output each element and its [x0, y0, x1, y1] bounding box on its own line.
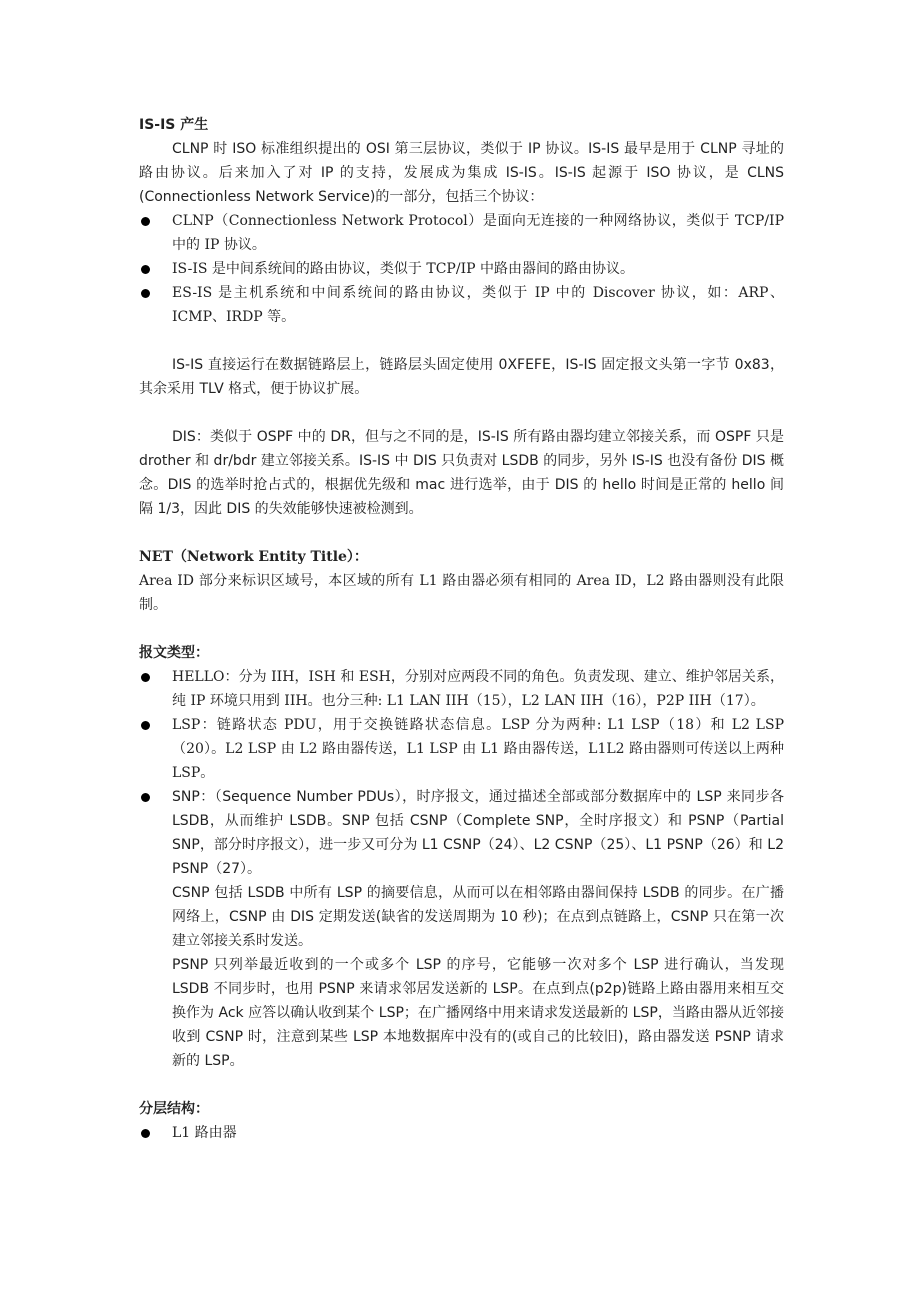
document-body	[139, 113, 784, 1145]
list-item-text: SNP：（Sequence Number PDUs），时序报文，通过描述全部或部分数据库中的 LSP 来同步各 LSDB，从而维护 LSDB。SNP 包括 CSNP（Complete SNP，全时序报文）和 PSNP（Partial SNP，部分时序报文），进一步又可分为 L1 CSNP（24）、L2 CSNP（25）、L1 PSNP（26）和 L2 PSNP（27）。	[172, 789, 784, 877]
section-title-isis-origin: IS-IS 产生	[139, 117, 209, 133]
list-item-text: LSP：链路状态 PDU，用于交换链路状态信息。LSP 分为两种: L1 LSP（18）和 L2 LSP（20）。L2 LSP 由 L2 路由器传送，L1 LSP 由 L1 路由器传送，L1L2 路由器则可传送以上两种 LSP。	[172, 717, 784, 781]
list-item	[139, 209, 784, 257]
bullet-icon	[141, 217, 150, 226]
spacer	[139, 521, 784, 545]
datalink-paragraph: IS-IS 直接运行在数据链路层上，链路层头固定使用 0XFEFE，IS-IS 固定报文头第一字节 0x83，其余采用 TLV 格式，便于协议扩展。	[139, 357, 784, 397]
spacer	[139, 401, 784, 425]
spacer	[139, 329, 784, 353]
list-item-text: IS-IS 是中间系统间的路由协议，类似于 TCP/IP 中路由器间的路由协议。	[172, 261, 634, 277]
section-title-packet-types: 报文类型：	[139, 645, 209, 661]
list-item	[139, 785, 784, 881]
bullet-icon	[141, 1129, 150, 1138]
psnp-paragraph: PSNP 只列举最近收到的一个或多个 LSP 的序号，它能够一次对多个 LSP 进行确认，当发现 LSDB 不同步时，也用 PSNP 来请求邻居发送新的 LSP。在点到点(p2p)链路上路由器用来相互交换作为 Ack 应答以确认收到某个 LSP；在广播网络中用来请求发送最新的 LSP，当路由器从近邻接收到 CSNP 时，注意到某些 LSP 本地数据库中没有的(或自己的比较旧)，路由器发送 PSNP 请求新的 LSP。	[172, 957, 784, 1069]
packet-type-list	[139, 665, 784, 881]
list-item-text: CLNP（Connectionless Network Protocol）是面向无连接的一种网络协议，类似于 TCP/IP 中的 IP 协议。	[172, 213, 784, 253]
section-title-hierarchy: 分层结构：	[139, 1101, 209, 1117]
net-paragraph: Area ID 部分来标识区域号，本区域的所有 L1 路由器必须有相同的 Area ID，L2 路由器则没有此限制。	[139, 573, 784, 613]
bullet-icon	[141, 793, 150, 802]
isis-origin-paragraph: CLNP 时 ISO 标准组织提出的 OSI 第三层协议，类似于 IP 协议。IS-IS 最早是用于 CLNP 寻址的路由协议。后来加入了对 IP 的支持，发展成为集成 IS-IS。IS-IS 起源于 ISO 协议，是 CLNS (Connectionless Network Service)的一部分，包括三个协议：	[139, 141, 784, 205]
list-item-text: L1 路由器	[172, 1125, 237, 1141]
dis-paragraph: DIS：类似于 OSPF 中的 DR，但与之不同的是，IS-IS 所有路由器均建立邻接关系，而 OSPF 只是 drother 和 dr/bdr 建立邻接关系。IS-IS 中 DIS 只负责对 LSDB 的同步，另外 IS-IS 也没有备份 DIS 概念。DIS 的选举时抢占式的，根据优先级和 mac 进行选举，由于 DIS 的 hello 时间是正常的 hello 间隔 1/3，因此 DIS 的失效能够快速被检测到。	[139, 429, 784, 517]
bullet-icon	[141, 289, 150, 298]
list-item	[139, 257, 784, 281]
bullet-icon	[141, 721, 150, 730]
list-item-text: HELLO：分为 IIH，ISH 和 ESH，分别对应两段不同的角色。负责发现、建立、维护邻居关系，纯 IP 环境只用到 IIH。也分三种: L1 LAN IIH（15），L2 LAN IIH（16），P2P IIH（17）。	[172, 669, 784, 709]
list-item	[139, 665, 784, 713]
list-item	[139, 1121, 784, 1145]
bullet-icon	[141, 673, 150, 682]
list-item	[139, 281, 784, 329]
list-item	[139, 713, 784, 785]
spacer	[139, 1073, 784, 1097]
spacer	[139, 617, 784, 641]
section-title-net: NET（Network Entity Title）：	[139, 549, 368, 565]
list-item-text: ES-IS 是主机系统和中间系统间的路由协议，类似于 IP 中的 Discover 协议，如：ARP、ICMP、IRDP 等。	[172, 285, 784, 325]
csnp-paragraph: CSNP 包括 LSDB 中所有 LSP 的摘要信息，从而可以在相邻路由器间保持 LSDB 的同步。在广播网络上，CSNP 由 DIS 定期发送(缺省的发送周期为 10 秒)；在点到点链路上，CSNP 只在第一次建立邻接关系时发送。	[172, 885, 784, 949]
protocol-list	[139, 209, 784, 329]
hierarchy-list	[139, 1121, 784, 1145]
bullet-icon	[141, 265, 150, 274]
